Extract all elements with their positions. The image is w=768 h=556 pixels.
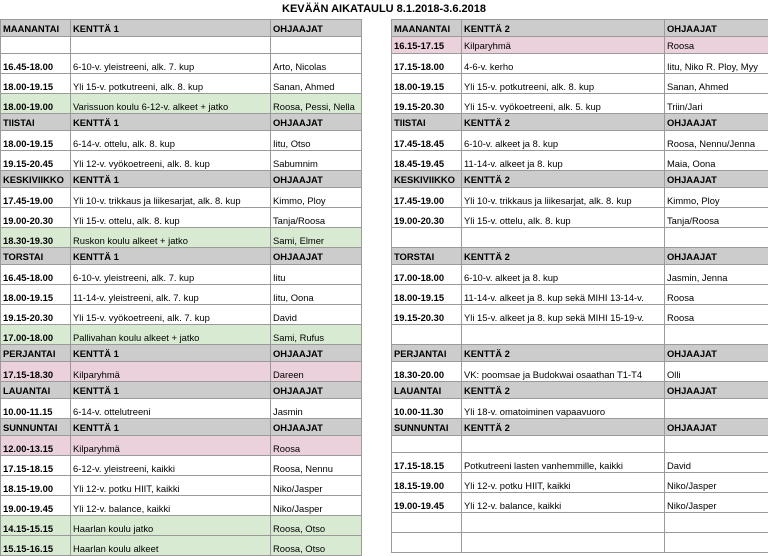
schedule-row <box>392 265 768 285</box>
instructors-cell: Roosa <box>665 285 768 305</box>
time-cell: 17.15-18.00 <box>392 54 462 74</box>
schedule-row <box>1 399 362 419</box>
schedule-row <box>392 188 768 208</box>
day-label: KESKIVIIKKO <box>392 171 462 188</box>
instructors-label: OHJAAJAT <box>665 171 768 188</box>
time-cell: 18.30-19.30 <box>1 228 71 248</box>
field-1-schedule-table <box>0 19 362 556</box>
activity-cell: Kilparyhmä <box>462 37 665 54</box>
instructors-cell <box>665 228 768 248</box>
day-header-row <box>1 114 362 131</box>
activity-cell: Yli 12-v. potku HIIT, kaikki <box>71 476 271 496</box>
schedule-row <box>392 533 768 553</box>
activity-cell: 6-10-v. alkeet ja 8. kup <box>462 265 665 285</box>
time-cell: 17.45-19.00 <box>392 188 462 208</box>
schedule-row <box>1 265 362 285</box>
time-cell: 17.15-18.15 <box>392 453 462 473</box>
instructors-cell: Roosa, Otso <box>271 536 362 556</box>
instructors-label: OHJAAJAT <box>271 382 362 399</box>
instructors-label: OHJAAJAT <box>665 345 768 362</box>
instructors-cell: Niko/Jasper <box>665 493 768 513</box>
instructors-cell: Sanan, Ahmed <box>271 74 362 94</box>
instructors-cell: Iitu <box>271 265 362 285</box>
instructors-cell <box>665 513 768 533</box>
activity-cell: Kilparyhmä <box>71 436 271 456</box>
instructors-cell: Niko/Jasper <box>665 473 768 493</box>
day-header-row <box>392 20 768 37</box>
schedule-row <box>392 94 768 114</box>
time-cell: 17.00-18.00 <box>392 265 462 285</box>
time-cell <box>392 436 462 453</box>
time-cell: 18.00-19.15 <box>392 74 462 94</box>
time-cell: 18.00-19.00 <box>1 94 71 114</box>
day-label: SUNNUNTAI <box>1 419 71 436</box>
time-cell: 17.15-18.30 <box>1 362 71 382</box>
day-header-row <box>1 20 362 37</box>
time-cell: 17.00-18.00 <box>1 325 71 345</box>
instructors-cell: Maia, Oona <box>665 151 768 171</box>
activity-cell: Haarlan koulu alkeet <box>71 536 271 556</box>
time-cell: 18.00-19.15 <box>1 131 71 151</box>
instructors-cell: Roosa, Nennu <box>271 456 362 476</box>
activity-cell: Varissuon koulu 6-12-v. alkeet + jatko <box>71 94 271 114</box>
instructors-cell: Dareen <box>271 362 362 382</box>
day-header-row <box>1 345 362 362</box>
activity-cell: Yli 18-v. omatoiminen vapaavuoro <box>462 399 665 419</box>
schedule-title: KEVÄÄN AIKATAULU 8.1.2018-3.6.2018 <box>0 0 768 19</box>
instructors-cell <box>665 436 768 453</box>
time-cell: 16.15-17.15 <box>392 37 462 54</box>
day-header-row <box>392 419 768 436</box>
instructors-cell: Sami, Elmer <box>271 228 362 248</box>
time-cell <box>1 37 71 54</box>
activity-cell: 11-14-v. alkeet ja 8. kup <box>462 151 665 171</box>
schedule-row <box>1 208 362 228</box>
time-cell: 15.15-16.15 <box>1 536 71 556</box>
instructors-label: OHJAAJAT <box>271 20 362 37</box>
activity-cell: Yli 15-v. potkutreeni, alk. 8. kup <box>462 74 665 94</box>
instructors-cell: Roosa <box>665 37 768 54</box>
activity-cell: Yli 12-v. potku HIIT, kaikki <box>462 473 665 493</box>
instructors-cell <box>665 325 768 345</box>
instructors-cell <box>271 37 362 54</box>
time-cell: 17.15-18.15 <box>1 456 71 476</box>
time-cell: 12.00-13.15 <box>1 436 71 456</box>
instructors-cell: Sabumnim <box>271 151 362 171</box>
activity-cell: Yli 12-v. balance, kaikki <box>71 496 271 516</box>
instructors-cell: Kimmo, Ploy <box>665 188 768 208</box>
field-label: KENTTÄ 1 <box>71 171 271 188</box>
time-cell <box>392 513 462 533</box>
time-cell: 18.15-19.00 <box>1 476 71 496</box>
schedule-row <box>392 208 768 228</box>
activity-cell: Yli 10-v. trikkaus ja liikesarjat, alk. 8. kup <box>462 188 665 208</box>
time-cell: 19.00-20.30 <box>1 208 71 228</box>
activity-cell: 6-10-v. yleistreeni, alk. 7. kup <box>71 265 271 285</box>
activity-cell: Potkutreeni lasten vanhemmille, kaikki <box>462 453 665 473</box>
schedule-row <box>1 456 362 476</box>
time-cell: 16.45-18.00 <box>1 265 71 285</box>
time-cell: 19.15-20.30 <box>392 305 462 325</box>
activity-cell <box>462 513 665 533</box>
field-label: KENTTÄ 2 <box>462 114 665 131</box>
schedule-row <box>1 188 362 208</box>
field-label: KENTTÄ 2 <box>462 419 665 436</box>
schedule-row <box>392 37 768 54</box>
activity-cell: Yli 10-v. trikkaus ja liikesarjat, alk. 8. kup <box>71 188 271 208</box>
field-label: KENTTÄ 2 <box>462 345 665 362</box>
instructors-label: OHJAAJAT <box>665 419 768 436</box>
instructors-cell: David <box>665 453 768 473</box>
instructors-cell: Jasmin <box>271 399 362 419</box>
schedule-row <box>392 305 768 325</box>
schedule-row <box>392 493 768 513</box>
time-cell: 19.15-20.30 <box>392 94 462 114</box>
activity-cell: Yli 15-v. vyökoetreeni, alk. 5. kup <box>462 94 665 114</box>
schedule-row <box>1 436 362 456</box>
day-label: PERJANTAI <box>1 345 71 362</box>
instructors-cell: Iitu, Niko R. Ploy, Myy <box>665 54 768 74</box>
instructors-cell: Arto, Nicolas <box>271 54 362 74</box>
instructors-cell: Roosa, Pessi, Nella <box>271 94 362 114</box>
time-cell: 18.00-19.15 <box>1 285 71 305</box>
activity-cell: Ruskon koulu alkeet + jatko <box>71 228 271 248</box>
schedule-row <box>1 362 362 382</box>
instructors-label: OHJAAJAT <box>271 171 362 188</box>
day-label: TORSTAI <box>1 248 71 265</box>
activity-cell: Yli 12-v. vyökoetreeni, alk. 8. kup <box>71 151 271 171</box>
day-header-row <box>1 382 362 399</box>
instructors-label: OHJAAJAT <box>271 345 362 362</box>
time-cell: 14.15-15.15 <box>1 516 71 536</box>
field-label: KENTTÄ 1 <box>71 114 271 131</box>
schedule-row <box>392 436 768 453</box>
instructors-cell: David <box>271 305 362 325</box>
field-label: KENTTÄ 2 <box>462 171 665 188</box>
schedule-row <box>392 399 768 419</box>
instructors-cell: Roosa, Otso <box>271 516 362 536</box>
field-label: KENTTÄ 2 <box>462 20 665 37</box>
instructors-cell <box>665 533 768 553</box>
activity-cell: 6-12-v. yleistreeni, kaikki <box>71 456 271 476</box>
instructors-label: OHJAAJAT <box>665 20 768 37</box>
field-2-schedule-table <box>391 19 768 553</box>
time-cell: 10.00-11.15 <box>1 399 71 419</box>
time-cell: 10.00-11.30 <box>392 399 462 419</box>
time-cell <box>392 228 462 248</box>
instructors-cell: Roosa <box>665 305 768 325</box>
field-label: KENTTÄ 2 <box>462 248 665 265</box>
activity-cell <box>462 325 665 345</box>
instructors-cell: Kimmo, Ploy <box>271 188 362 208</box>
schedule-row <box>1 131 362 151</box>
day-label: LAUANTAI <box>1 382 71 399</box>
schedule-row <box>392 362 768 382</box>
time-cell: 19.00-20.30 <box>392 208 462 228</box>
instructors-cell: Roosa <box>271 436 362 456</box>
activity-cell: Yli 12-v. balance, kaikki <box>462 493 665 513</box>
schedule-row <box>392 285 768 305</box>
day-label: KESKIVIIKKO <box>1 171 71 188</box>
schedule-row <box>392 453 768 473</box>
time-cell <box>392 533 462 553</box>
instructors-cell: Triin/Jari <box>665 94 768 114</box>
field-label: KENTTÄ 1 <box>71 248 271 265</box>
activity-cell: 6-10-v. alkeet ja 8. kup <box>462 131 665 151</box>
instructors-label: OHJAAJAT <box>665 248 768 265</box>
schedule-row <box>1 228 362 248</box>
field-label: KENTTÄ 1 <box>71 20 271 37</box>
time-cell: 19.00-19.45 <box>1 496 71 516</box>
instructors-label: OHJAAJAT <box>271 248 362 265</box>
day-label: LAUANTAI <box>392 382 462 399</box>
field-label: KENTTÄ 1 <box>71 345 271 362</box>
schedule-row <box>392 473 768 493</box>
instructors-cell: Iitu, Otso <box>271 131 362 151</box>
time-cell: 17.45-19.00 <box>1 188 71 208</box>
activity-cell <box>462 228 665 248</box>
instructors-cell: Niko/Jasper <box>271 496 362 516</box>
day-header-row <box>1 171 362 188</box>
time-cell: 18.45-19.45 <box>392 151 462 171</box>
field-label: KENTTÄ 2 <box>462 382 665 399</box>
day-header-row <box>392 171 768 188</box>
time-cell: 17.45-18.45 <box>392 131 462 151</box>
instructors-cell: Sami, Rufus <box>271 325 362 345</box>
time-cell: 19.15-20.45 <box>1 151 71 171</box>
activity-cell: Haarlan koulu jatko <box>71 516 271 536</box>
instructors-label: OHJAAJAT <box>665 114 768 131</box>
schedule-row <box>1 151 362 171</box>
day-label: SUNNUNTAI <box>392 419 462 436</box>
activity-cell: Yli 15-v. potkutreeni, alk. 8. kup <box>71 74 271 94</box>
activity-cell: 11-14-v. alkeet ja 8. kup sekä MIHI 13-14-v. <box>462 285 665 305</box>
schedule-row <box>1 74 362 94</box>
time-cell: 18.15-19.00 <box>392 473 462 493</box>
activity-cell: 11-14-v. yleistreeni, alk. 7. kup <box>71 285 271 305</box>
schedule-row <box>1 305 362 325</box>
activity-cell: Pallivahan koulu alkeet + jatko <box>71 325 271 345</box>
instructors-cell: Tanja/Roosa <box>271 208 362 228</box>
day-label: TIISTAI <box>1 114 71 131</box>
day-label: TORSTAI <box>392 248 462 265</box>
time-cell: 18.00-19.15 <box>392 285 462 305</box>
activity-cell <box>462 436 665 453</box>
activity-cell <box>462 533 665 553</box>
schedule-row <box>1 516 362 536</box>
schedule-row <box>392 131 768 151</box>
instructors-cell: Sanan, Ahmed <box>665 74 768 94</box>
day-label: PERJANTAI <box>392 345 462 362</box>
schedule-row <box>392 74 768 94</box>
instructors-cell <box>665 399 768 419</box>
instructors-cell: Roosa, Nennu/Jenna <box>665 131 768 151</box>
schedule-row <box>1 496 362 516</box>
time-cell: 18.00-19.15 <box>1 74 71 94</box>
schedule-row <box>392 513 768 533</box>
day-header-row <box>392 382 768 399</box>
activity-cell: 6-14-v. ottelu, alk. 8. kup <box>71 131 271 151</box>
activity-cell <box>71 37 271 54</box>
time-cell: 18.30-20.00 <box>392 362 462 382</box>
day-header-row <box>392 114 768 131</box>
day-header-row <box>1 419 362 436</box>
schedule-row <box>392 54 768 74</box>
day-header-row <box>392 345 768 362</box>
activity-cell: 6-14-v. ottelutreeni <box>71 399 271 419</box>
activity-cell: 4-6-v. kerho <box>462 54 665 74</box>
activity-cell: Yli 15-v. alkeet ja 8. kup sekä MIHI 15-19-v. <box>462 305 665 325</box>
instructors-cell: Iitu, Oona <box>271 285 362 305</box>
field-label: KENTTÄ 1 <box>71 419 271 436</box>
field-label: KENTTÄ 1 <box>71 382 271 399</box>
schedule-row <box>392 151 768 171</box>
schedule-row <box>1 37 362 54</box>
instructors-cell: Niko/Jasper <box>271 476 362 496</box>
instructors-label: OHJAAJAT <box>271 114 362 131</box>
instructors-label: OHJAAJAT <box>665 382 768 399</box>
time-cell <box>392 325 462 345</box>
time-cell: 16.45-18.00 <box>1 54 71 74</box>
activity-cell: Yli 15-v. ottelu, alk. 8. kup <box>71 208 271 228</box>
activity-cell: 6-10-v. yleistreeni, alk. 7. kup <box>71 54 271 74</box>
time-cell: 19.15-20.30 <box>1 305 71 325</box>
day-label: TIISTAI <box>392 114 462 131</box>
schedule-row <box>392 325 768 345</box>
activity-cell: Kilparyhmä <box>71 362 271 382</box>
day-label: MAANANTAI <box>392 20 462 37</box>
day-header-row <box>1 248 362 265</box>
schedule-row <box>1 94 362 114</box>
schedule-row <box>1 54 362 74</box>
time-cell: 19.00-19.45 <box>392 493 462 513</box>
instructors-cell: Jasmin, Jenna <box>665 265 768 285</box>
schedule-row <box>392 228 768 248</box>
schedule-row <box>1 285 362 305</box>
activity-cell: Yli 15-v. ottelu, alk. 8. kup <box>462 208 665 228</box>
day-header-row <box>392 248 768 265</box>
activity-cell: VK: poomsae ja Budokwai osaathan T1-T4 <box>462 362 665 382</box>
schedule-row <box>1 325 362 345</box>
activity-cell: Yli 15-v. vyökoetreeni, alk. 7. kup <box>71 305 271 325</box>
instructors-cell: Tanja/Roosa <box>665 208 768 228</box>
instructors-cell: Olli <box>665 362 768 382</box>
instructors-label: OHJAAJAT <box>271 419 362 436</box>
schedule-row <box>1 476 362 496</box>
day-label: MAANANTAI <box>1 20 71 37</box>
